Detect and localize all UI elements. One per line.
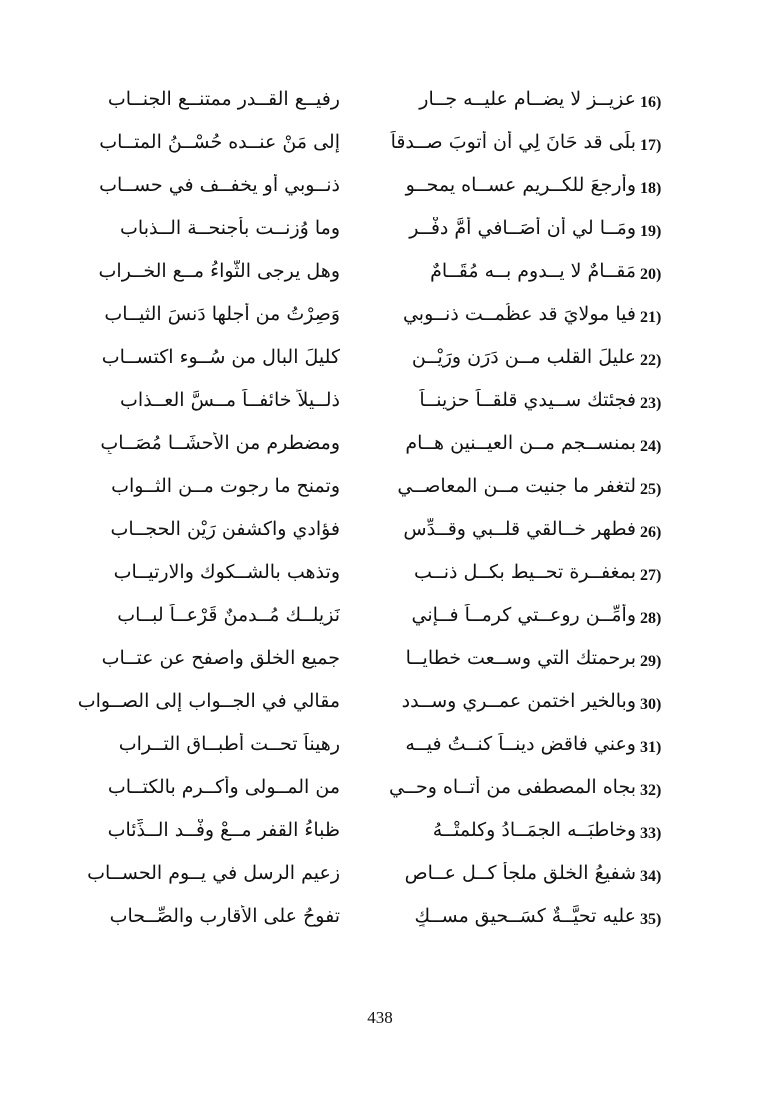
verse-number: 33)	[640, 825, 662, 842]
verse-row	[0, 131, 759, 173]
verse-number: 35)	[640, 911, 662, 928]
verse-first-hemistich: فيا مولايَ قد عظُمــت ذنــوبي	[402, 303, 636, 325]
verse-row	[0, 88, 759, 130]
verse-second-hemistich: مقالي في الجــواب إلى الصــواب	[78, 690, 340, 712]
page-number: 438	[367, 1008, 393, 1027]
verse-second-hemistich: ومضطرم من الأحشَــا مُصَــابِ	[100, 432, 340, 454]
verse-row	[0, 475, 759, 517]
verse-second-hemistich: وما وُزنــت بأجنحــة الــذباب	[120, 217, 340, 239]
verse-first-hemistich: وبالخير اختمن عمــري وســدد	[401, 690, 636, 712]
verse-number: 22)	[640, 352, 662, 369]
verse-second-hemistich: من المــولى وأُكــرم بالكتــاب	[107, 776, 340, 798]
verse-first-hemistich: وأرجعَ للكــريم عســاه يمحــو	[405, 174, 636, 196]
verse-first-hemistich: وعني فاقض دينــاً كنــتُ فيــه	[405, 733, 636, 755]
verse-row	[0, 647, 759, 689]
verse-number: 18)	[640, 180, 662, 197]
verse-second-hemistich: رفيــعِ القــدر ممتنــع الجنــاب	[107, 88, 340, 110]
verse-first-hemistich: بمغفــرة تحــيط بكــل ذنــب	[413, 561, 636, 583]
verse-number: 27)	[640, 567, 662, 584]
verse-first-hemistich: وخاطبَــه الجمَــادُ وكلمتْــهُ	[432, 819, 636, 841]
verse-number: 25)	[640, 481, 662, 498]
verse-first-hemistich: بلَى قد حَانَ لِي أن أتوبَ صــدقاً	[390, 131, 636, 153]
verse-number: 17)	[640, 137, 662, 154]
verse-row	[0, 174, 759, 216]
verse-number: 24)	[640, 438, 662, 455]
verse-row	[0, 217, 759, 259]
verse-number: 19)	[640, 223, 662, 240]
verse-number: 26)	[640, 524, 662, 541]
verse-second-hemistich: نَزيلــك مُــدمنٌ قَرْعــاً لبــاب	[117, 604, 340, 626]
verse-second-hemistich: وتذهب بالشــكوك والارتيــاب	[113, 561, 340, 583]
verse-second-hemistich: إلى مَنْ عنــده حُسْــنُ المتــاب	[99, 131, 340, 153]
verse-row	[0, 905, 759, 947]
verse-first-hemistich: شفيعُ الخلق ملجأ كــل عــاص	[404, 862, 636, 884]
verse-row	[0, 432, 759, 474]
verse-row	[0, 518, 759, 560]
verse-second-hemistich: وتمنح ما رجوت مــن الثــواب	[111, 475, 340, 497]
verse-second-hemistich: ذلــيلاً خائفــاً مــسَّ العــذاب	[120, 389, 340, 411]
verse-first-hemistich: عزيــز لا يضــام عليــه جــار	[419, 88, 636, 110]
verse-first-hemistich: بجاه المصطفى من أتــاه وحــي	[389, 776, 636, 798]
verse-first-hemistich: برحمتك التي وســعت خطايــا	[405, 647, 636, 669]
verse-number: 30)	[640, 696, 662, 713]
verse-number: 23)	[640, 395, 662, 412]
verse-number: 28)	[640, 610, 662, 627]
verse-row	[0, 389, 759, 431]
verse-first-hemistich: عليلَ القلب مــن دَرَن ورَيْــن	[411, 346, 636, 368]
verse-number: 20)	[640, 266, 662, 283]
verse-row	[0, 819, 759, 861]
verse-first-hemistich: فجئتك ســيدي قلقــاً حزينــاً	[419, 389, 636, 411]
verse-second-hemistich: وهل يرجى الثَّواءُ مــع الخــراب	[98, 260, 340, 282]
verse-number: 21)	[640, 309, 662, 326]
verse-row	[0, 260, 759, 302]
verse-row	[0, 303, 759, 345]
verse-second-hemistich: ظباءُ القفر مــعْ وفْــد الــذِّئاب	[107, 819, 340, 841]
verse-row	[0, 733, 759, 775]
verse-first-hemistich: لتغفر ما جنيت مــن المعاصــي	[397, 475, 636, 497]
verse-first-hemistich: مَقــامٌ لا يــدوم بــه مُقَــامٌ	[430, 260, 636, 282]
verse-second-hemistich: وَصِرْتُ من أجلها دَنسَ الثيــاب	[104, 303, 340, 325]
verse-row	[0, 776, 759, 818]
verse-first-hemistich: ومَــا لي أن أُصَــافي أُمَّ دفْــر	[409, 217, 636, 239]
verse-second-hemistich: جميع الخلق واصفح عن عتــاب	[101, 647, 340, 669]
verse-row	[0, 604, 759, 646]
verse-second-hemistich: كليلَ البال من سُــوء اكتســاب	[101, 346, 340, 368]
verse-number: 32)	[640, 782, 662, 799]
verse-row	[0, 561, 759, 603]
verse-second-hemistich: رهيناً تحــت أطبــاق التــراب	[118, 733, 340, 755]
verse-row	[0, 346, 759, 388]
verse-second-hemistich: تفوحُ على الأقارب والصِّــحاب	[109, 905, 340, 927]
verse-row	[0, 862, 759, 904]
verse-number: 16)	[640, 94, 662, 111]
verse-number: 34)	[640, 868, 662, 885]
verse-second-hemistich: ذنــوبي أو يخفــف في حســاب	[99, 174, 340, 196]
verse-number: 29)	[640, 653, 662, 670]
verse-second-hemistich: فؤادي واكشفن رَيْن الحجــاب	[110, 518, 340, 540]
verse-first-hemistich: وأمِّــن روعــتي كرمــاً فــإني	[411, 604, 636, 626]
verse-row	[0, 690, 759, 732]
verse-first-hemistich: عليه تحيَّــةٌ كسَــحيق مســكٍ	[414, 905, 636, 927]
verse-first-hemistich: فطهر خــالقي قلــبي وقــدِّس	[403, 518, 636, 540]
verse-second-hemistich: زعيم الرسل في يــوم الحســاب	[87, 862, 340, 884]
verse-first-hemistich: بمنســجم مــن العيــنين هــامٍ	[405, 432, 636, 454]
verse-number: 31)	[640, 739, 662, 756]
